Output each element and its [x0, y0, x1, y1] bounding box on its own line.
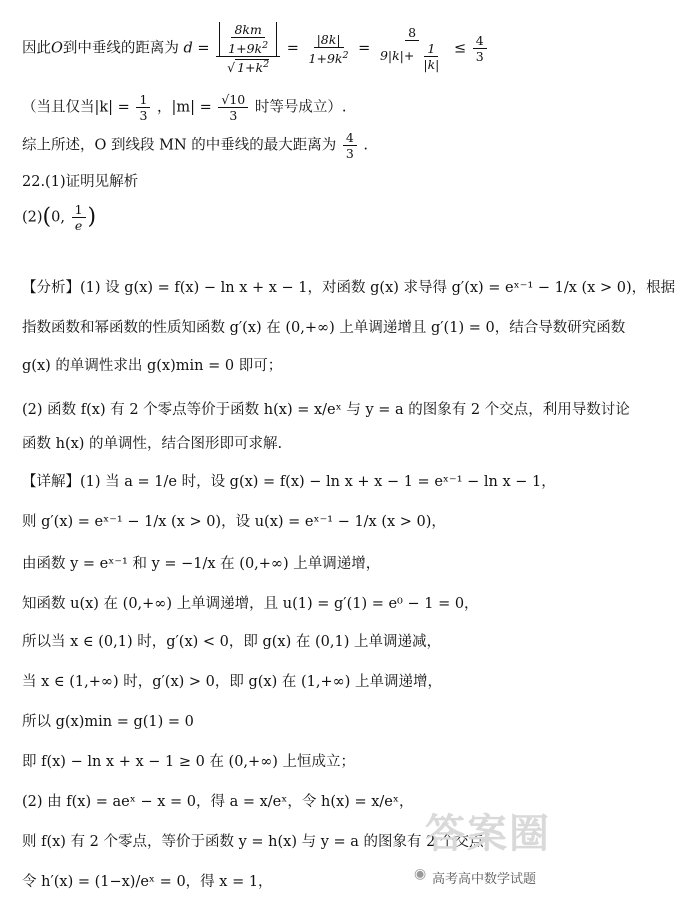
line-detail-7: 所以 g(x)min = g(1) = 0 — [22, 714, 194, 730]
inner-den-text: 1+9k — [228, 41, 263, 57]
line-detail-11: 令 h′(x) = (1−x)/eˣ = 0，得 x = 1， — [22, 874, 273, 890]
frac3-inner — [420, 41, 442, 72]
fraction-4 — [473, 33, 487, 64]
text: ，|m| = — [157, 99, 212, 116]
frac3-den — [377, 41, 447, 72]
line-detail-3: 由函数 y = eˣ⁻¹ 和 y = −1/x 在 (0,+∞) 上单调递增， — [22, 556, 381, 572]
frac4-num: 4 — [473, 33, 487, 49]
root-text: 1+k — [237, 60, 264, 76]
den: 3 — [345, 146, 354, 161]
line-conclusion — [22, 130, 368, 161]
text: 综上所述，O 到线段 MN 的中垂线的最大距离为 — [22, 137, 337, 154]
paren-open: ( — [42, 204, 52, 230]
frac-4-3 — [343, 130, 357, 161]
le-sign: ≤ — [453, 40, 467, 57]
frac2-den: $1+9k^2$ — [308, 49, 349, 66]
frac2-num: |8k| — [314, 32, 344, 48]
line-detail-9: (2) 由 f(x) = aeˣ − x = 0，得 a = x/eˣ，令 h(x) = x/eˣ， — [22, 794, 414, 810]
root-expr: $1+k^2$ — [237, 59, 270, 76]
var-d: d = — [183, 40, 210, 57]
inner-frac — [225, 22, 271, 56]
frac3-den-a: 9|k|+ — [379, 48, 415, 64]
var-o: O — [51, 40, 63, 57]
frac4-den: 3 — [475, 49, 484, 65]
inner-den — [225, 38, 271, 56]
paren-close: ) — [87, 204, 97, 230]
frac-num — [216, 22, 280, 57]
num: 4 — [343, 130, 357, 146]
watermark-wechat-icon: ◉ — [414, 866, 427, 882]
frac2-den-text: 1+9k — [308, 50, 343, 66]
num: 1 — [136, 92, 150, 108]
text: 时等号成立）. — [254, 99, 347, 116]
watermark-logo: 答案圈 — [425, 811, 551, 857]
inner-num: 8km — [231, 22, 264, 38]
frac-den: √ $1+k^2$ — [227, 59, 270, 76]
abs-box — [219, 22, 277, 56]
den: 3 — [139, 108, 148, 123]
text: 到中垂线的距离为 — [62, 40, 179, 57]
frac3-inner-num: 1 — [424, 41, 438, 57]
line-detail-2: 则 g′(x) = eˣ⁻¹ − 1/x (x > 0)，设 u(x) = eˣ⁻¹ − 1/x (x > 0)， — [22, 514, 446, 530]
line-detail-6: 当 x ∈ (1,+∞) 时，g′(x) > 0，即 g(x) 在 (1,+∞) 上单调递增， — [22, 674, 442, 690]
num: √10 — [218, 92, 248, 108]
text: (2) — [22, 209, 43, 226]
den: e — [74, 218, 83, 233]
frac-sqrt10-3 — [218, 92, 248, 123]
line-analysis-3: g(x) 的单调性求出 g(x)min = 0 即可； — [22, 358, 283, 374]
line-distance-formula — [22, 22, 489, 82]
text: 0, — [51, 209, 65, 226]
line-analysis-5: 函数 h(x) 的单调性，结合图形即可求解. — [22, 436, 283, 452]
line-detail-5: 所以当 x ∈ (0,1) 时，g′(x) < 0，即 g(x) 在 (0,1) 上单调递减， — [22, 634, 441, 650]
fraction-main — [216, 22, 280, 75]
line-analysis-1: 【分析】(1) 设 g(x) = f(x) − ln x + x − 1，对函数 g(x) 求导得 g′(x) = eˣ⁻¹ − 1/x (x > 0)，根据 — [22, 280, 675, 296]
watermark-caption: 高考高中数学试题 — [432, 872, 537, 887]
fraction-3 — [377, 25, 447, 72]
line-equality-condition — [22, 92, 346, 123]
exp-2: 2 — [262, 40, 269, 51]
text: 因此 — [22, 40, 51, 57]
line-detail-8: 即 f(x) − ln x + x − 1 ≥ 0 在 (0,+∞) 上恒成立； — [22, 754, 356, 770]
frac3-num: 8 — [405, 25, 419, 41]
line-q22-1: 22.(1)证明见解析 — [22, 174, 139, 190]
line-analysis-4: (2) 函数 f(x) 有 2 个零点等价于函数 h(x) = x/eˣ 与 y = a 的图象有 2 个交点，利用导数讨论 — [22, 402, 630, 418]
text: （当且仅当|k| = — [22, 99, 130, 116]
den: 3 — [229, 108, 238, 123]
frac-1-e — [72, 202, 86, 233]
frac3-inner-den: |k| — [423, 57, 440, 73]
frac-1-3 — [136, 92, 150, 123]
text: . — [363, 137, 369, 154]
line-analysis-2: 指数函数和幂函数的性质知函数 g′(x) 在 (0,+∞) 上单调递增且 g′(1) = 0，结合导数研究函数 — [22, 320, 626, 336]
line-detail-4: 知函数 u(x) 在 (0,+∞) 上单调递增，且 u(1) = g′(1) = e⁰ − 1 = 0， — [22, 596, 479, 612]
line-detail-10: 则 f(x) 有 2 个零点，等价于函数 y = h(x) 与 y = a 的图象有 2 个交点， — [22, 834, 498, 850]
eq-sign: = — [358, 40, 371, 57]
line-q22-2 — [22, 202, 96, 233]
num: 1 — [72, 202, 86, 218]
fraction-2 — [306, 32, 352, 66]
line-detail-1: 【详解】(1) 当 a = 1/e 时，设 g(x) = f(x) − ln x + x − 1 = eˣ⁻¹ − ln x − 1， — [22, 474, 556, 490]
eq-sign: = — [286, 40, 299, 57]
